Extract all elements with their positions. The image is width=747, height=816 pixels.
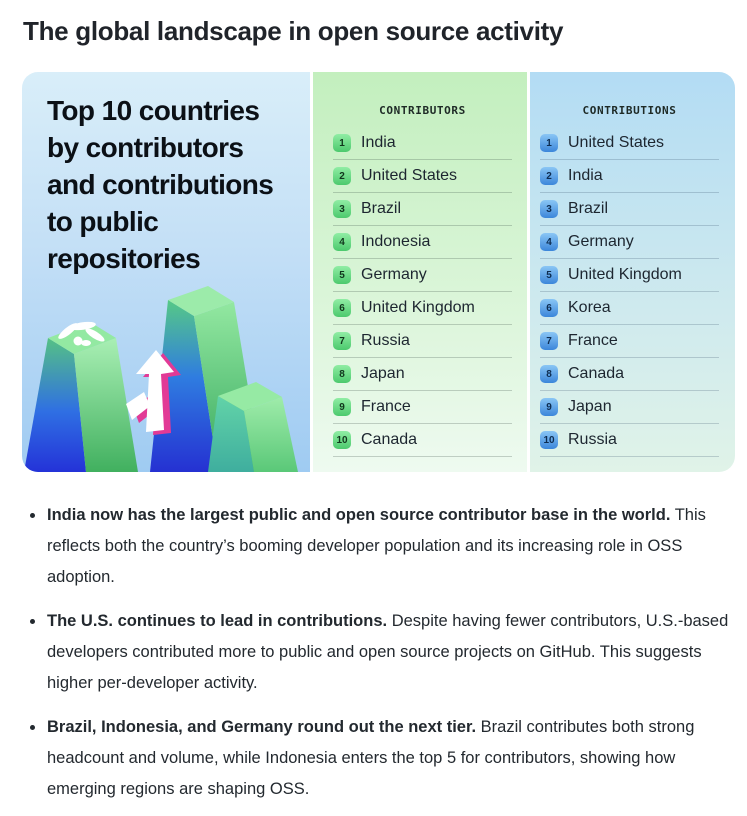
rank-badge: 7 <box>333 332 351 350</box>
rank-badge: 9 <box>540 398 558 416</box>
rank-badge: 1 <box>540 134 558 152</box>
contributors-list <box>333 127 512 457</box>
country-label: Germany <box>361 266 427 284</box>
bullet-item <box>22 500 737 593</box>
bullet-lead: India now has the largest public and open source contributor base in the world. <box>47 506 671 525</box>
panel-title <box>47 92 297 277</box>
rank-badge: 1 <box>333 134 351 152</box>
rank-badge: 4 <box>540 233 558 251</box>
ranking-row <box>540 325 719 358</box>
country-label: Canada <box>568 365 625 383</box>
country-label: Russia <box>568 431 617 449</box>
bullet-text: This reflects both the country’s booming developer population and its increasing role in OSS adoption. <box>47 506 706 587</box>
bullet-lead: Brazil, Indonesia, and Germany round out the next tier. <box>47 718 477 737</box>
rank-badge: 10 <box>540 431 558 449</box>
country-label: Germany <box>568 233 634 251</box>
rank-badge: 7 <box>540 332 558 350</box>
rank-badge: 8 <box>333 365 351 383</box>
contributors-panel <box>313 72 527 472</box>
article-page <box>0 16 747 816</box>
rank-badge: 9 <box>333 398 351 416</box>
country-label: France <box>568 332 618 350</box>
ranking-row <box>540 127 719 160</box>
ranking-row <box>540 358 719 391</box>
ranking-row <box>333 160 512 193</box>
country-label: United States <box>361 167 458 185</box>
country-label: Brazil <box>361 200 402 218</box>
panel-title-line: Top 10 countries <box>47 95 260 127</box>
ranking-row <box>540 292 719 325</box>
ranking-row <box>333 391 512 424</box>
rank-badge: 5 <box>540 266 558 284</box>
bullet-lead: The U.S. continues to lead in contributions. <box>47 612 388 631</box>
bullet-item <box>22 712 737 805</box>
rank-badge: 4 <box>333 233 351 251</box>
country-label: France <box>361 398 411 416</box>
intro-panel <box>22 72 310 472</box>
ranking-row <box>333 259 512 292</box>
ranking-row <box>333 424 512 457</box>
rank-badge: 10 <box>333 431 351 449</box>
ranking-row <box>333 127 512 160</box>
panel-title-line: and contributions <box>47 169 274 201</box>
panel-title-line: repositories <box>47 243 201 275</box>
bars-illustration <box>22 280 310 472</box>
contributors-header: CONTRIBUTORS <box>379 104 466 118</box>
country-label: Canada <box>361 431 418 449</box>
country-label: India <box>361 134 396 152</box>
country-label: Japan <box>568 398 612 416</box>
contributions-panel <box>530 72 735 472</box>
page-title: The global landscape in open source activity <box>23 16 564 46</box>
bullet-text: Brazil contributes both strong headcount and volume, while Indonesia enters the top 5 for contributors, showing how emerging regions are shaping OSS. <box>47 718 695 799</box>
ranking-row <box>333 358 512 391</box>
rank-badge: 3 <box>333 200 351 218</box>
summary-bullets <box>22 500 729 805</box>
panel-title-line: to public <box>47 206 159 238</box>
ranking-row <box>333 226 512 259</box>
rank-badge: 5 <box>333 266 351 284</box>
contributions-header: CONTRIBUTIONS <box>582 104 677 118</box>
country-label: India <box>568 167 603 185</box>
country-label: Japan <box>361 365 405 383</box>
rank-badge: 2 <box>333 167 351 185</box>
bar-short <box>208 382 298 472</box>
country-label: Indonesia <box>361 233 431 251</box>
rank-badge: 6 <box>333 299 351 317</box>
rank-badge: 8 <box>540 365 558 383</box>
bar-left <box>24 322 138 472</box>
bullet-item <box>22 606 737 699</box>
ranking-row <box>540 391 719 424</box>
country-label: Korea <box>568 299 611 317</box>
ranking-row <box>540 226 719 259</box>
ranking-row <box>540 424 719 457</box>
country-label: United States <box>568 134 665 152</box>
ranking-row <box>540 160 719 193</box>
rank-badge: 2 <box>540 167 558 185</box>
contributions-list <box>540 127 719 457</box>
country-label: United Kingdom <box>361 299 475 317</box>
rank-badge: 3 <box>540 200 558 218</box>
ranking-row <box>333 193 512 226</box>
ranking-row <box>333 292 512 325</box>
country-label: United Kingdom <box>568 266 682 284</box>
infographic-card <box>22 72 735 472</box>
ranking-row <box>333 325 512 358</box>
rank-badge: 6 <box>540 299 558 317</box>
bullet-text: Despite having fewer contributors, U.S.-based developers contributed more to public and open source projects on GitHub. This suggests higher per-developer activity. <box>47 612 729 693</box>
panel-title-line: by contributors <box>47 132 244 164</box>
country-label: Brazil <box>568 200 609 218</box>
ranking-row <box>540 259 719 292</box>
ranking-row <box>540 193 719 226</box>
country-label: Russia <box>361 332 410 350</box>
